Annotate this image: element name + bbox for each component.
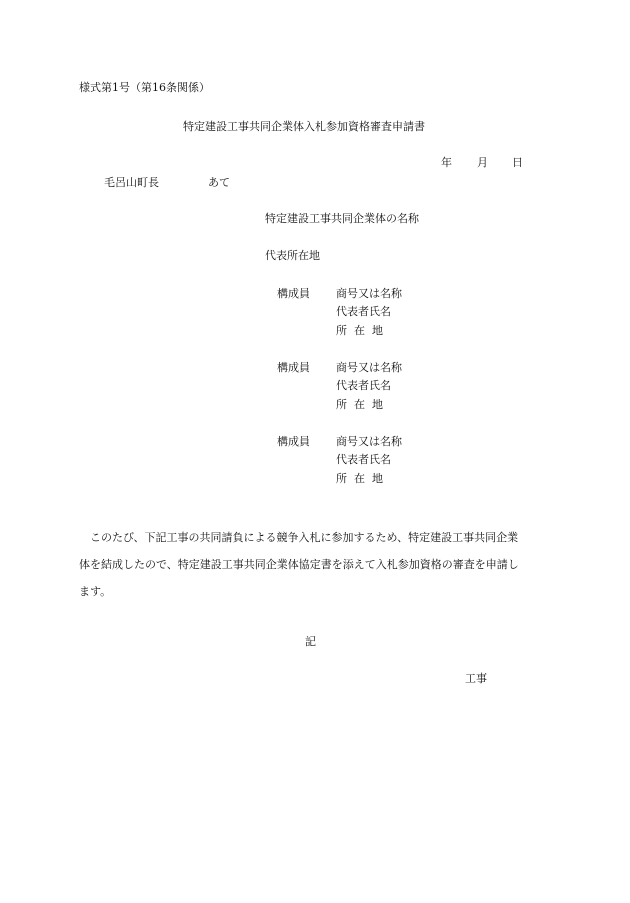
jv-name-label: 特定建設工事共同企業体の名称	[265, 212, 419, 225]
date-year-label: 年	[441, 156, 452, 169]
member-address-label: 所在地	[336, 324, 390, 337]
form-number: 様式第1号（第16条関係）	[79, 81, 210, 94]
addressee-suffix: あて	[208, 176, 230, 189]
member-representative-name-label: 代表者氏名	[336, 305, 391, 318]
member-representative-name-label: 代表者氏名	[336, 379, 391, 392]
body-line: 体を結成したので、特定建設工事共同企業体協定書を添えて入札参加資格の審査を申請し	[79, 558, 519, 571]
member-label: 構成員	[277, 435, 310, 448]
addressee: 毛呂山町長	[104, 176, 159, 189]
representative-address-label: 代表所在地	[265, 249, 320, 262]
date-day-label: 日	[512, 156, 523, 169]
member-label: 構成員	[277, 287, 310, 300]
member-address-label: 所在地	[336, 398, 390, 411]
date-month-label: 月	[477, 156, 488, 169]
document-title: 特定建設工事共同企業体入札参加資格審査申請書	[183, 120, 425, 133]
member-address-label: 所在地	[336, 472, 390, 485]
member-company-name-label: 商号又は名称	[336, 361, 402, 374]
works-label: 工事	[465, 672, 487, 685]
body-line: このたび、下記工事の共同請負による競争入札に参加するため、特定建設工事共同企業	[90, 531, 519, 544]
body-line: ます。	[79, 585, 112, 598]
application-body	[79, 524, 549, 605]
member-company-name-label: 商号又は名称	[336, 435, 402, 448]
ki-heading: 記	[305, 635, 316, 648]
member-label: 構成員	[277, 361, 310, 374]
member-company-name-label: 商号又は名称	[336, 287, 402, 300]
member-representative-name-label: 代表者氏名	[336, 453, 391, 466]
